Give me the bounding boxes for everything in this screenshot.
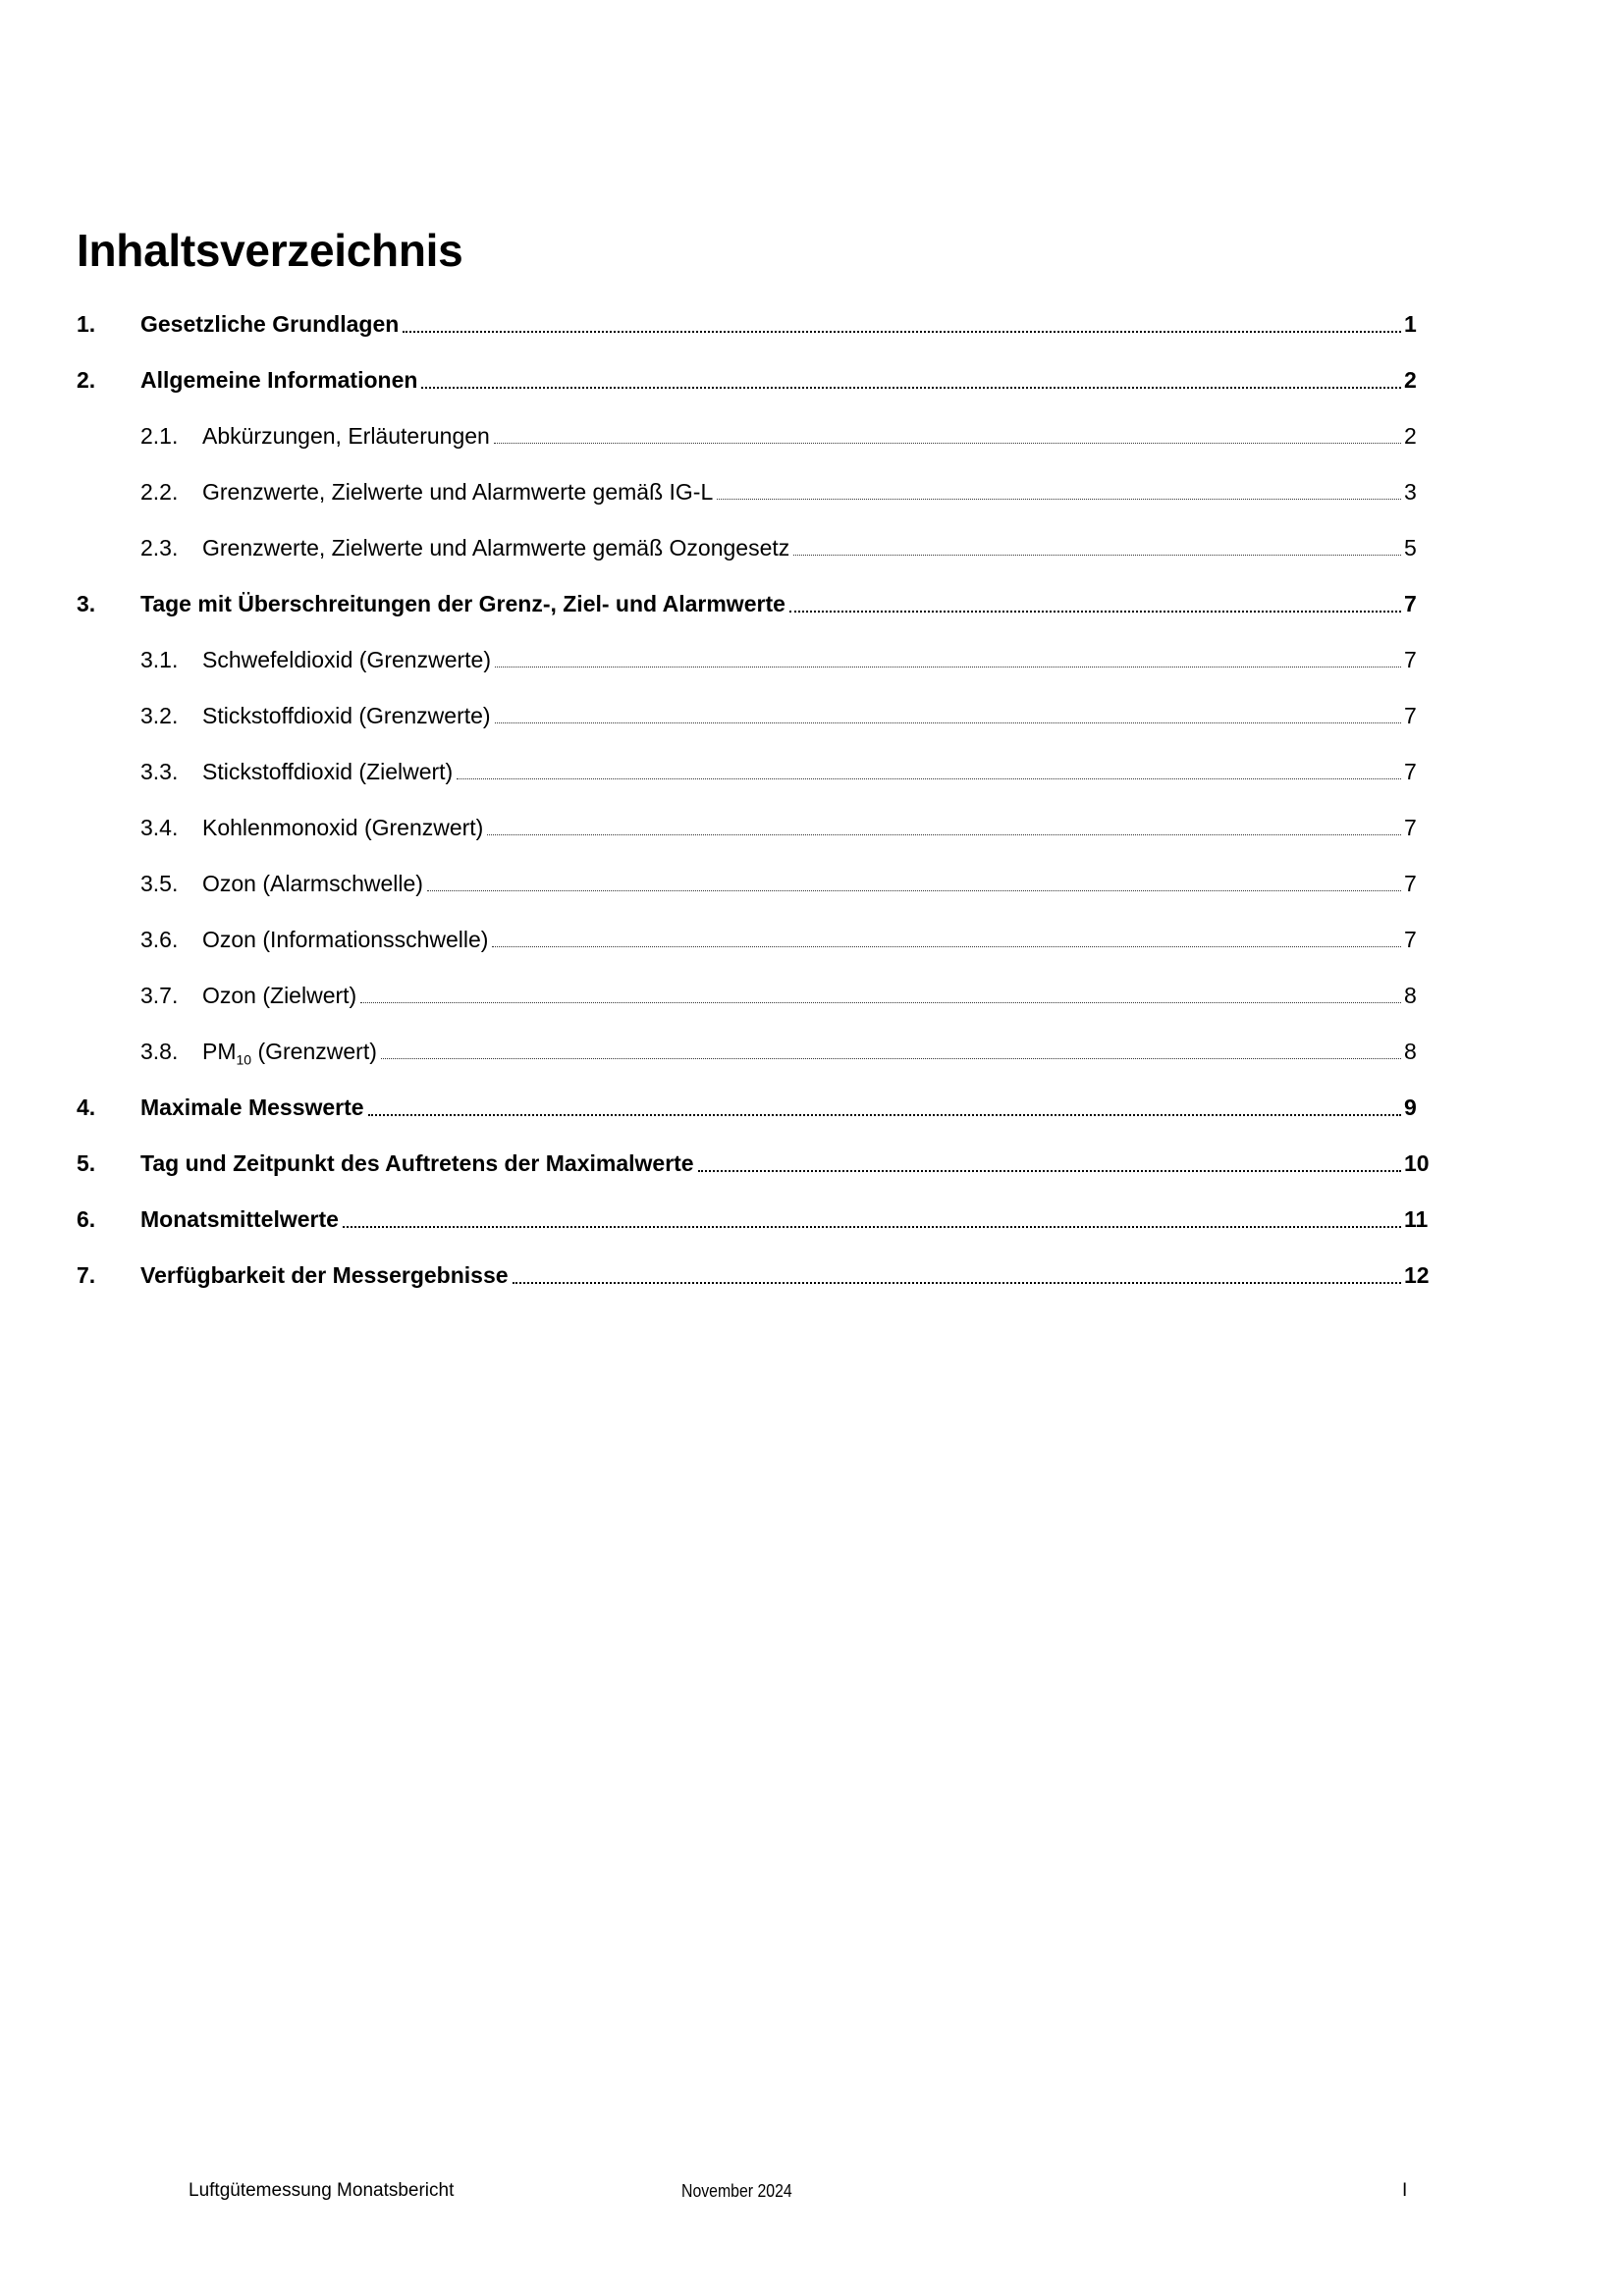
- toc-entry-number: 3.4.: [140, 815, 179, 840]
- dot-leader: [427, 870, 1401, 891]
- toc-entry-title: Monatsmittelwerte: [140, 1206, 339, 1232]
- toc-entry-title: Gesetzliche Grundlagen: [140, 311, 400, 337]
- toc-entry-3-2[interactable]: [77, 702, 1432, 758]
- toc-entry-title: Grenzwerte, Zielwerte und Alarmwerte gemäß Ozongesetz: [202, 535, 790, 561]
- toc-entry-2-1[interactable]: [77, 422, 1432, 478]
- toc-entry-3-6[interactable]: [77, 926, 1432, 982]
- toc-entry-title: Maximale Messwerte: [140, 1095, 364, 1120]
- toc-entry-title: Stickstoffdioxid (Zielwert): [202, 759, 454, 784]
- toc-entry-page: 11: [1404, 1206, 1429, 1232]
- toc-entry-number: 3.: [77, 591, 96, 616]
- toc-heading: Inhaltsverzeichnis: [77, 225, 463, 276]
- table-of-contents: [77, 310, 1432, 1317]
- toc-entry-title: Ozon (Informationsschwelle): [202, 927, 489, 952]
- dot-leader: [343, 1205, 1401, 1228]
- dot-leader: [360, 982, 1401, 1003]
- toc-entry-number: 6.: [77, 1206, 96, 1232]
- toc-entry-title: Allgemeine Informationen: [140, 367, 418, 393]
- toc-entry-number: 2.1.: [140, 423, 179, 449]
- toc-entry-3-4[interactable]: [77, 814, 1432, 870]
- toc-entry-number: 2.: [77, 367, 96, 393]
- dot-leader: [494, 422, 1401, 444]
- dot-leader: [698, 1149, 1401, 1172]
- toc-entry-title: Ozon (Alarmschwelle): [202, 871, 423, 896]
- pm-label: PM: [202, 1039, 237, 1064]
- toc-entry-7[interactable]: [77, 1261, 1432, 1317]
- toc-entry-2[interactable]: [77, 366, 1432, 422]
- toc-entry-3-8[interactable]: [77, 1038, 1432, 1094]
- toc-entry-number: 3.3.: [140, 759, 179, 784]
- toc-entry-page: 5: [1404, 535, 1417, 561]
- toc-entry-page: 12: [1404, 1262, 1430, 1288]
- toc-entry-number: 1.: [77, 311, 96, 337]
- toc-entry-page: 2: [1404, 367, 1417, 393]
- toc-entry-page: 7: [1404, 591, 1417, 616]
- toc-entry-number: 4.: [77, 1095, 96, 1120]
- toc-entry-page: 8: [1404, 1039, 1417, 1064]
- toc-entry-title: Abkürzungen, Erläuterungen: [202, 423, 490, 449]
- toc-entry-page: 7: [1404, 871, 1417, 896]
- toc-entry-title: Ozon (Zielwert): [202, 983, 357, 1008]
- toc-entry-number: 3.6.: [140, 927, 179, 952]
- toc-entry-page: 8: [1404, 983, 1417, 1008]
- toc-entry-3-3[interactable]: [77, 758, 1432, 814]
- toc-entry-page: 7: [1404, 647, 1417, 672]
- toc-entry-title: Tag und Zeitpunkt des Auftretens der Maximalwerte: [140, 1150, 694, 1176]
- toc-entry-page: 10: [1404, 1150, 1430, 1176]
- toc-entry-1[interactable]: [77, 310, 1432, 366]
- dot-leader: [495, 702, 1401, 723]
- pm-subscript: 10: [236, 1051, 252, 1068]
- toc-entry-title: Schwefeldioxid (Grenzwerte): [202, 647, 492, 672]
- footer-date: November 2024: [681, 2181, 792, 2201]
- dot-leader: [403, 310, 1401, 333]
- dot-leader: [513, 1261, 1401, 1284]
- toc-entry-3[interactable]: [77, 590, 1432, 646]
- toc-entry-2-2[interactable]: [77, 478, 1432, 534]
- pm-label-rest: (Grenzwert): [251, 1039, 377, 1064]
- footer-title: Luftgütemessung Monatsbericht: [189, 2180, 455, 2201]
- toc-entry-4[interactable]: [77, 1094, 1432, 1149]
- toc-entry-title: Verfügbarkeit der Messergebnisse: [140, 1262, 509, 1288]
- dot-leader: [789, 590, 1401, 613]
- dot-leader: [368, 1094, 1401, 1116]
- toc-entry-2-3[interactable]: [77, 534, 1432, 590]
- dot-leader: [487, 814, 1401, 835]
- toc-entry-page: 7: [1404, 927, 1417, 952]
- toc-entry-number: 3.5.: [140, 871, 179, 896]
- toc-entry-3-5[interactable]: [77, 870, 1432, 926]
- toc-entry-page: 9: [1404, 1095, 1417, 1120]
- dot-leader: [381, 1038, 1401, 1059]
- toc-entry-3-1[interactable]: [77, 646, 1432, 702]
- toc-entry-number: 3.2.: [140, 703, 179, 728]
- toc-entry-number: 2.2.: [140, 479, 179, 505]
- toc-entry-title: [202, 1038, 381, 1068]
- dot-leader: [793, 534, 1401, 556]
- toc-entry-number: 3.8.: [140, 1039, 179, 1064]
- toc-entry-page: 7: [1404, 703, 1417, 728]
- footer-page-number: I: [1402, 2180, 1408, 2201]
- toc-entry-number: 7.: [77, 1262, 96, 1288]
- dot-leader: [421, 366, 1401, 389]
- toc-entry-5[interactable]: [77, 1149, 1432, 1205]
- toc-entry-number: 2.3.: [140, 535, 179, 561]
- toc-entry-number: 3.7.: [140, 983, 179, 1008]
- toc-entry-title: Tage mit Überschreitungen der Grenz-, Ziel- und Alarmwerte: [140, 591, 785, 616]
- dot-leader: [492, 926, 1401, 947]
- toc-entry-page: 2: [1404, 423, 1417, 449]
- dot-leader: [717, 478, 1401, 500]
- toc-entry-6[interactable]: [77, 1205, 1432, 1261]
- toc-entry-page: 7: [1404, 759, 1417, 784]
- dot-leader: [495, 646, 1401, 667]
- toc-entry-page: 1: [1404, 311, 1417, 337]
- dot-leader: [457, 758, 1401, 779]
- toc-entry-title: Grenzwerte, Zielwerte und Alarmwerte gemäß IG-L: [202, 479, 714, 505]
- toc-entry-number: 5.: [77, 1150, 96, 1176]
- toc-entry-title: Stickstoffdioxid (Grenzwerte): [202, 703, 491, 728]
- toc-entry-number: 3.1.: [140, 647, 179, 672]
- toc-entry-page: 7: [1404, 815, 1417, 840]
- toc-entry-title: Kohlenmonoxid (Grenzwert): [202, 815, 484, 840]
- toc-entry-3-7[interactable]: [77, 982, 1432, 1038]
- toc-entry-page: 3: [1404, 479, 1417, 505]
